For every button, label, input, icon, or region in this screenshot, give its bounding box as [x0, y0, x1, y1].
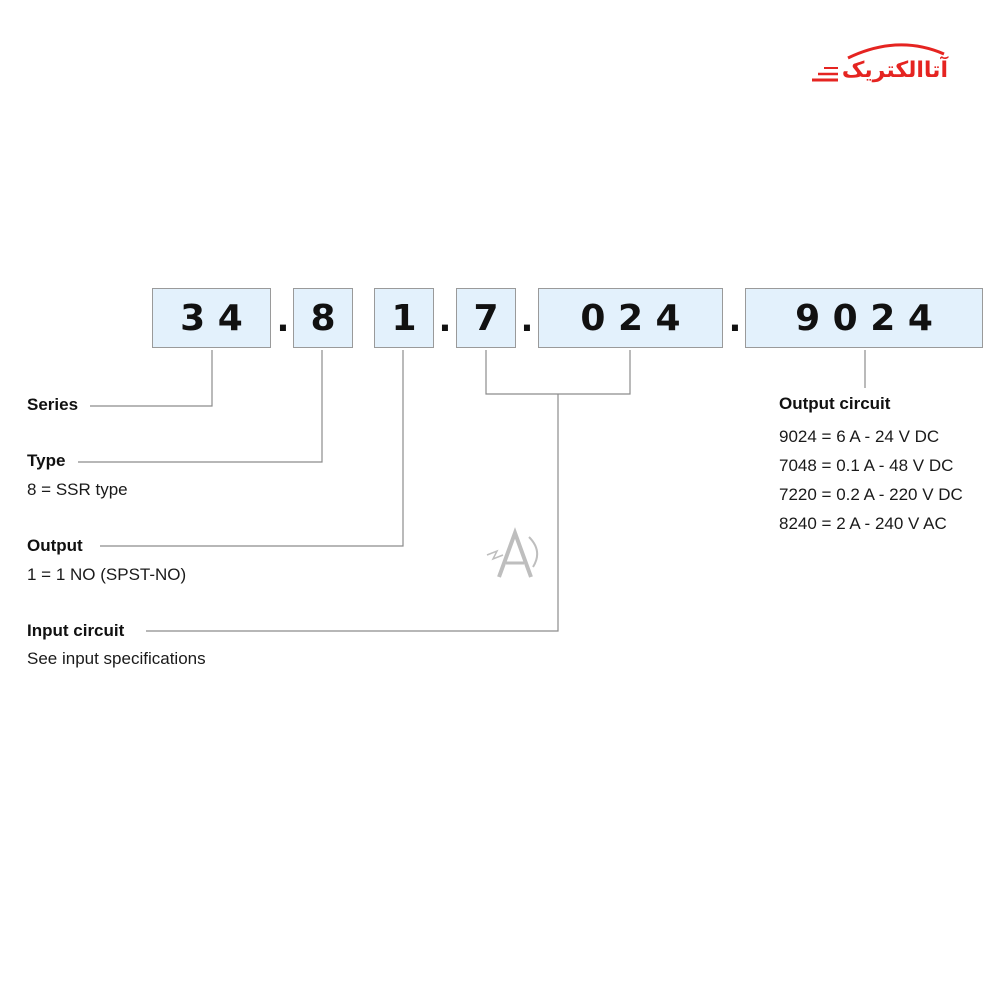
code-separator: .	[520, 300, 534, 340]
output-circuit-option: 8240 = 2 A - 240 V AC	[779, 514, 947, 533]
code-segment-output: 1	[374, 288, 434, 348]
code-separator: .	[276, 300, 290, 340]
output-circuit-option: 7048 = 0.1 A - 48 V DC	[779, 456, 954, 475]
output-circuit-label: Output circuit	[779, 394, 891, 413]
output-circuit-option: 9024 = 6 A - 24 V DC	[779, 427, 940, 446]
output-circuit-option: 7220 = 0.2 A - 220 V DC	[779, 485, 963, 504]
code-segment-input-1: 7	[456, 288, 516, 348]
code-separator: .	[438, 300, 452, 340]
output-circuit-options	[779, 422, 963, 538]
output-description: 1 = 1 NO (SPST-NO)	[27, 565, 187, 584]
input-circuit-label: Input circuit	[27, 621, 125, 640]
code-segment-output-circuit: 9 0 2 4	[745, 288, 983, 348]
type-description: 8 = SSR type	[27, 480, 128, 499]
code-segment-series: 3 4	[152, 288, 271, 348]
watermark-icon	[485, 527, 545, 587]
connector-series	[90, 350, 212, 406]
series-label: Series	[27, 395, 79, 414]
output-label: Output	[27, 536, 83, 555]
logo-text: آتاالکتریک	[841, 58, 948, 83]
code-segment-input-2: 0 2 4	[538, 288, 723, 348]
connector-input	[146, 394, 558, 631]
code-separator: .	[728, 300, 742, 340]
code-segment-type: 8	[293, 288, 353, 348]
input-circuit-description: See input specifications	[27, 649, 206, 668]
type-label: Type	[27, 451, 66, 470]
connector-input-bracket	[486, 350, 630, 394]
connector-output	[100, 350, 403, 546]
